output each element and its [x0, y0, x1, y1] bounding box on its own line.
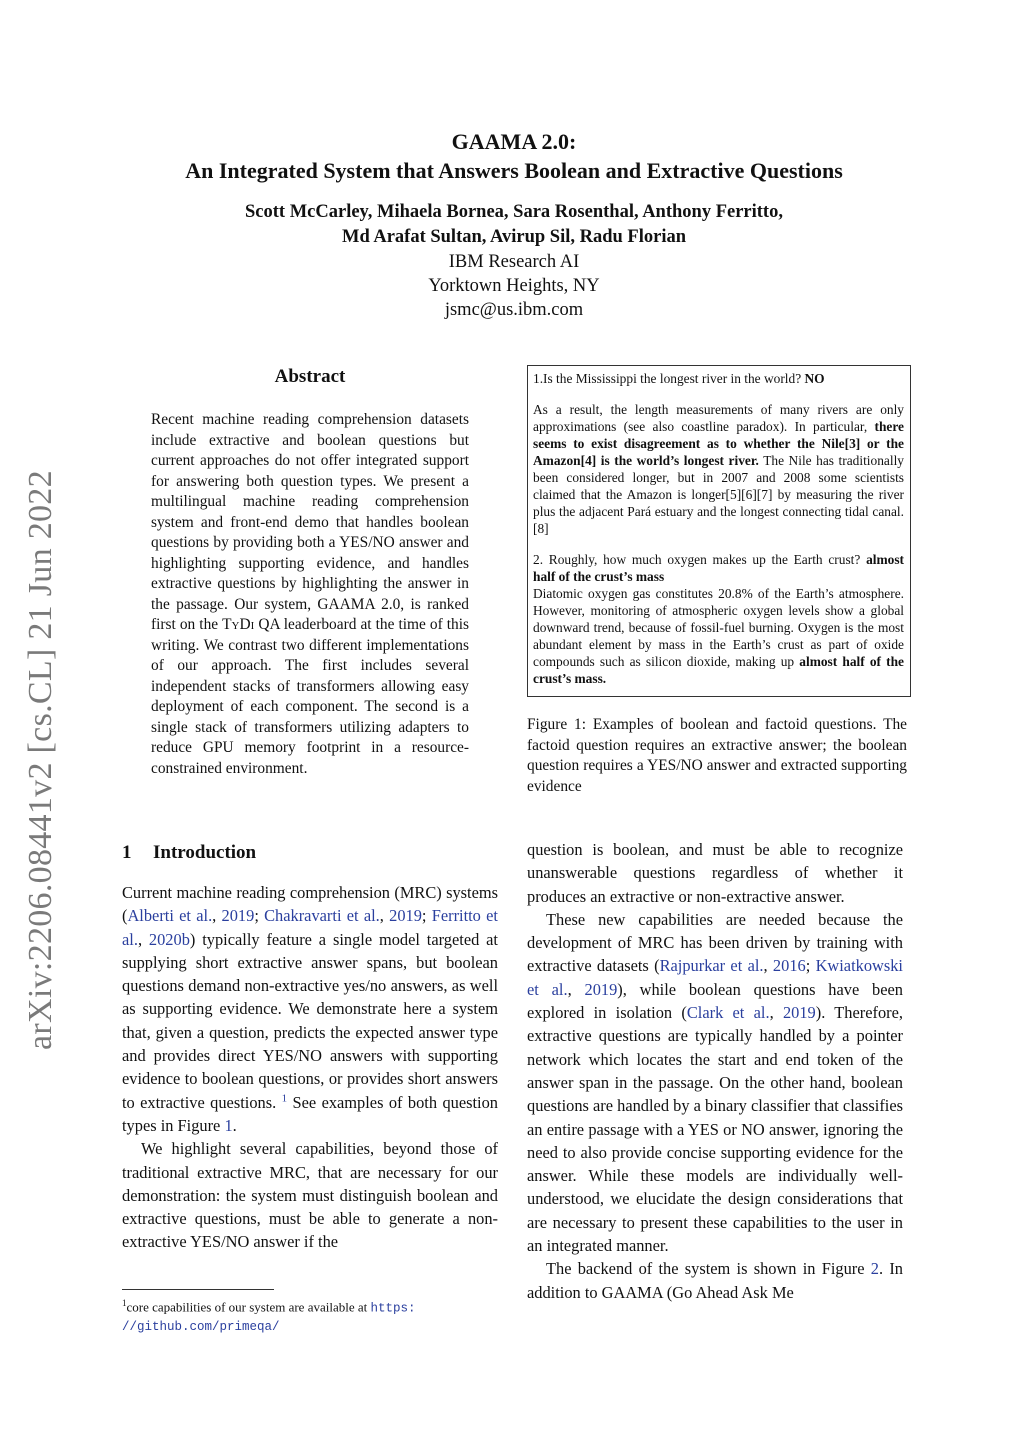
authors-line1: Scott McCarley, Mihaela Bornea, Sara Rosenthal, Anthony Ferritto, [245, 202, 783, 222]
question-text: 1.Is the Mississippi the longest river in the world? [533, 371, 805, 386]
paper-title-line1: GAAMA 2.0: [451, 129, 577, 154]
figure-ref-link[interactable]: 2 [870, 1259, 879, 1279]
text-run: Current machine reading comprehension (MRC) systems ( [122, 883, 498, 926]
footnote-url-part1[interactable]: https: [370, 1301, 416, 1316]
figure-1-caption: Figure 1: Examples of boolean and factoid questions. The factoid question requires an extractive answer; the boolean question requires a YES/NO answer and extracted supporting evidence [527, 716, 907, 795]
abstract-heading: Abstract [274, 366, 346, 387]
citation-link[interactable]: 2019 [221, 906, 255, 926]
author-email: jsmc@us.ibm.com [444, 300, 584, 320]
footnote-url-part2[interactable]: //github.com/primeqa/ [122, 1320, 280, 1335]
intro-right-column [527, 838, 903, 1304]
text-run: . [232, 1115, 237, 1135]
figure-ref-link[interactable]: 1 [224, 1115, 233, 1135]
right-paragraph-3 [527, 1257, 903, 1304]
abstract-part-a: Recent machine reading comprehension datasets include extractive and boolean questions but current approaches do not offer integrated support for answering both question types. We present a multilingual machine reading comprehension system and front-end demo that handles boolean questions by providing both a YES/NO answer and highlighting supporting evidence, and handles extractive questions by highlighting the answer in the passage. Our system, GAAMA 2.0, is ranked first on the [151, 411, 469, 633]
text-run: , [567, 979, 585, 999]
figure-passage-1 [533, 401, 904, 537]
arxiv-identifier: arXiv:2206.08441v2 [cs.CL] 21 Jun 2022 [22, 470, 59, 1050]
figure-1-box [527, 365, 911, 697]
text-run: ), while boolean questions have been explored in isolation ( [527, 979, 903, 1023]
text-run: , [137, 929, 149, 949]
question-answer: almost half of the crust’s mass [533, 552, 904, 584]
citation-link[interactable]: Kwiatkowski et al. [527, 956, 903, 999]
text-run: The backend of the system is shown in Figure [546, 1259, 871, 1279]
text-run: These new capabilities are needed because the development of MRC has been driven by training with extractive datasets ( [527, 909, 903, 976]
passage-text: As a result, the length measurements of many rivers are only approximations (see also coastline paradox). In particular, [533, 402, 904, 434]
section-heading [122, 842, 502, 864]
right-paragraph-2 [527, 908, 903, 1257]
footnote-marker[interactable]: 1 [281, 1092, 288, 1105]
passage-text: Diatomic oxygen gas constitutes 20.8% of the Earth’s atmosphere. However, monitoring of atmospheric oxygen levels show a global downward trend, because of fossil-fuel burning. Oxygen is the most abundant element by mass in the Earth’s crust as part of oxide compounds such as silicon dioxide, making up [533, 586, 904, 669]
figure-question-2 [533, 551, 904, 585]
affiliation-location: Yorktown Heights, NY [428, 276, 600, 296]
citation-link[interactable]: Clark et al. [686, 1003, 770, 1023]
intro-paragraph-1 [122, 881, 498, 1137]
text-run: ; [421, 906, 432, 926]
text-run: , [763, 956, 773, 976]
right-paragraph-1: question is boolean, and must be able to recognize unanswerable questions regardless of whether it produces an extractive or non-extractive answer. [527, 840, 903, 906]
question-text: 2. Roughly, how much oxygen makes up the Earth crust? [533, 552, 867, 567]
abstract-text [151, 410, 469, 779]
affiliation-org: IBM Research AI [448, 252, 580, 272]
citation-link[interactable]: Ferritto et al. [122, 906, 498, 949]
footnote-text: core capabilities of our system are available at [126, 1299, 371, 1315]
figure-question-1 [533, 370, 904, 387]
text-run: . In addition to GAAMA (Go Ahead Ask Me [527, 1259, 903, 1302]
abstract-part-b: QA leaderboard at the time of this writing. We contrast two different implementations of our approach. The first includes several independent stacks of transformers allowing easy deployment of each component. The second is a single stack of transformers utilizing adapters to reduce GPU memory footprint in a resource-constrained environment. [151, 616, 469, 777]
question-answer: NO [804, 371, 825, 386]
paper-title-line2: An Integrated System that Answers Boolean and Extractive Questions [185, 158, 843, 183]
text-run: See examples of both question types in Figure [122, 1092, 499, 1135]
citation-link[interactable]: 2020b [148, 929, 190, 949]
citation-link[interactable]: Chakravarti et al. [264, 906, 380, 926]
citation-link[interactable]: Alberti et al. [127, 906, 213, 926]
authors [100, 200, 928, 250]
footnote-number: 1 [122, 1298, 127, 1308]
text-run: ; [805, 956, 816, 976]
figure-passage-2 [533, 585, 904, 687]
citation-link[interactable]: 2019 [389, 906, 422, 926]
authors-line2: Md Arafat Sultan, Avirup Sil, Radu Florian [341, 227, 687, 247]
citation-link[interactable]: 2019 [584, 979, 618, 999]
section-number: 1 [122, 842, 132, 863]
footnote-1 [122, 1294, 502, 1336]
highlighted-answer: almost half of the crust’s mass. [533, 654, 904, 686]
citation-link[interactable]: 2016 [772, 956, 806, 976]
text-run: , [769, 1003, 783, 1023]
text-run: ; [254, 906, 265, 926]
intro-paragraph-2: We highlight several capabilities, beyond those of traditional extractive MRC, that are necessary for our demonstration: the system must distinguish boolean and extractive questions, must be able to generate a non-extractive YES/NO answer if the [122, 1139, 498, 1252]
citation-link[interactable]: Rajpurkar et al. [659, 956, 764, 976]
text-run: , [212, 906, 222, 926]
highlighted-evidence: there seems to exist disagreement as to whether the Nile[3] or the Amazon[4] is the world’s longest river. [533, 419, 904, 468]
footnote-divider [122, 1289, 274, 1290]
text-run: , [379, 906, 390, 926]
passage-text: The Nile has traditionally been considered longer, but in 2007 and 2008 some scientists claimed that the Amazon is longer[5][6][7] by measuring the river plus the adjacent Pará estuary and the longest connecting tidal canal.[8] [533, 453, 904, 536]
intro-left-column [122, 881, 498, 1254]
tydi-name: TyDi [222, 616, 255, 633]
section-title: Introduction [153, 842, 257, 863]
text-run: ) typically feature a single model targeted at supplying short extractive answer spans, but boolean questions demand non-extractive yes/no answers, as well as supporting evidence. We demonstrate here a system that, given a question, predicts the expected answer type and provides direct YES/NO answers with supporting evidence to boolean questions, or provides short answers to extractive questions. [122, 929, 498, 1112]
citation-link[interactable]: 2019 [782, 1003, 816, 1023]
title-block [100, 128, 928, 322]
text-run: ). Therefore, extractive questions are typically handled by a pointer network which locates the start and end token of the answer span in the passage. On the other hand, boolean questions are handled by a binary classifier that classifies an entire passage with a YES or NO answer, ignoring the need to also provide concise supporting evidence for the answer. While these models are individually well-understood, we elucidate the design considerations that are necessary to present these capabilities to the user in an integrated manner. [527, 1003, 903, 1256]
